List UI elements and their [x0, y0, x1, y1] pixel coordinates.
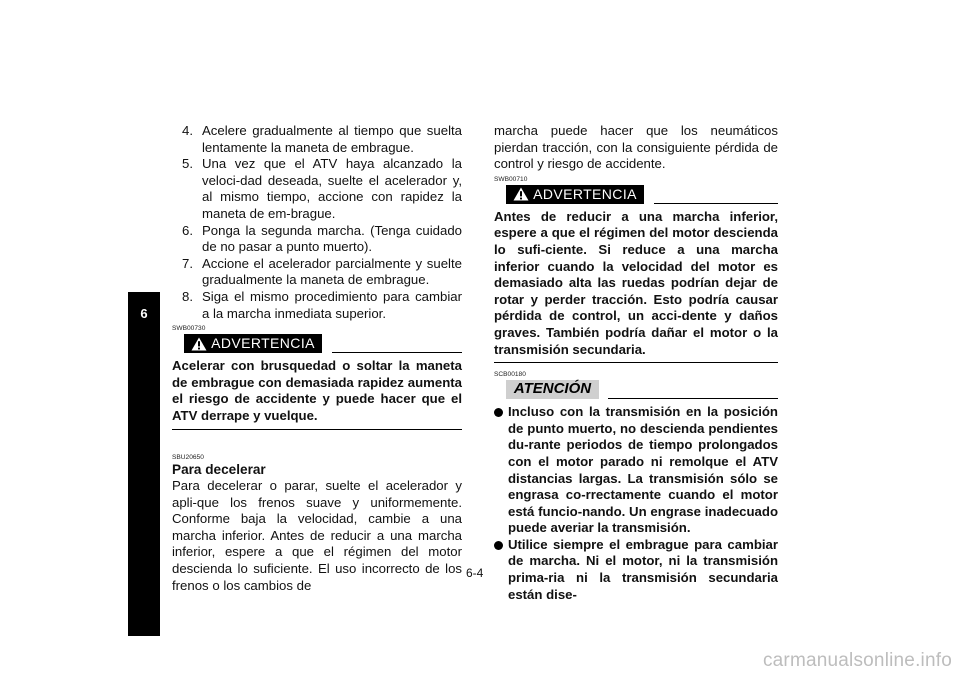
- chapter-tab: [128, 292, 160, 636]
- warning-text: Antes de reducir a una marcha inferior, espere a que el régimen del motor descienda lo sufi-ciente. Si reduce a una marcha inferior cuando la velocidad del motor es demasiado alta las ruedas podrían dejar de rotar y perder tracción. Esto podría causar pérdida de control, un acci-dente y daños graves. También podría dañar el motor o la transmisión secundaria.: [494, 209, 778, 363]
- step-text: Siga el mismo procedimiento para cambiar a la marcha inmediata superior.: [202, 288, 462, 321]
- warning-triangle-icon: [513, 187, 529, 201]
- step-number: 5.: [182, 156, 193, 172]
- step-item: [172, 123, 462, 156]
- warning-badge: [506, 185, 644, 204]
- step-item: [172, 156, 462, 222]
- step-item: [172, 289, 462, 322]
- page-number: 6-4: [466, 566, 484, 580]
- step-list: [172, 123, 462, 322]
- warning-triangle-icon: [191, 337, 207, 351]
- warning-code: SWB00730: [172, 325, 206, 333]
- warning-label: ADVERTENCIA: [211, 335, 315, 352]
- attention-item-text: Utilice siempre el embrague para cambiar de marcha. Ni el motor, ni la transmisión prima-ria ni la transmisión secundaria están dise-: [508, 536, 778, 602]
- section-title: Para decelerar: [172, 461, 266, 477]
- attention-item: [494, 404, 778, 537]
- step-number: 8.: [182, 288, 193, 304]
- bullet-icon: [494, 541, 503, 550]
- section-text: Para decelerar o parar, suelte el acelerador y apli-que los frenos suave y uniformemente. Conforme baja la velocidad, cambie a una marcha inferior. Antes de reducir a una marcha inferior, espere a que el régimen del motor descienda lo suficiente. El uso incorrecto de los frenos o los cambios de: [172, 478, 462, 593]
- right-column: [494, 123, 778, 603]
- warning-code: SWB00710: [494, 175, 528, 183]
- intro-text: marcha puede hacer que los neumáticos pierdan tracción, con la consiguiente pérdida de control y riesgo de accidente.: [494, 123, 778, 172]
- bullet-icon: [494, 408, 503, 417]
- step-number: 7.: [182, 255, 193, 271]
- attention-badge: [506, 380, 599, 399]
- step-item: [172, 223, 462, 256]
- warning-text: Acelerar con brusquedad o soltar la maneta de embrague con demasiada rapidez aumenta el riesgo de accidente y puede hacer que el ATV derrape y vuelque.: [172, 358, 462, 429]
- step-item: [172, 256, 462, 289]
- chapter-number: 6: [140, 306, 148, 321]
- attention-header: [494, 380, 778, 400]
- watermark: carmanualsonline.info: [762, 650, 952, 671]
- step-text: Acelere gradualmente al tiempo que suelta lentamente la maneta de embrague.: [202, 123, 462, 155]
- step-number: 6.: [182, 222, 193, 238]
- step-text: Ponga la segunda marcha. (Tenga cuidado de no pasar a punto muerto).: [202, 222, 462, 255]
- step-number: 4.: [182, 123, 193, 138]
- attention-item-text: Incluso con la transmisión en la posición de punto muerto, no descienda pendientes du-rante periodos de tiempo prolongados con el motor parado ni remolque el ATV distancias largas. La transmisión sólo se engrasa co-rrectamente cuando el motor está funcio-nando. Un engrase inadecuado puede averiar la transmisión.: [508, 404, 778, 536]
- step-text: Una vez que el ATV haya alcanzado la veloci-dad deseada, suelte el acelerador y, al mismo tiempo, accione con rapidez la maneta de em-brague.: [202, 156, 462, 221]
- attention-rule: [608, 398, 778, 399]
- warning-badge: [184, 334, 322, 353]
- warning-rule: [332, 352, 462, 353]
- section-code: SBU20650: [172, 453, 204, 461]
- warning-label: ADVERTENCIA: [533, 185, 637, 202]
- step-text: Accione el acelerador parcialmente y suelte gradualmente la maneta de embrague.: [202, 255, 462, 288]
- left-column: [172, 123, 462, 594]
- warning-rule: [654, 203, 778, 204]
- attention-label: ATENCIÓN: [513, 380, 592, 398]
- attention-item: [494, 537, 778, 603]
- attention-code: SCB00180: [494, 371, 526, 379]
- warning-header: [494, 185, 778, 205]
- attention-list: [494, 404, 778, 603]
- warning-header: [172, 334, 462, 354]
